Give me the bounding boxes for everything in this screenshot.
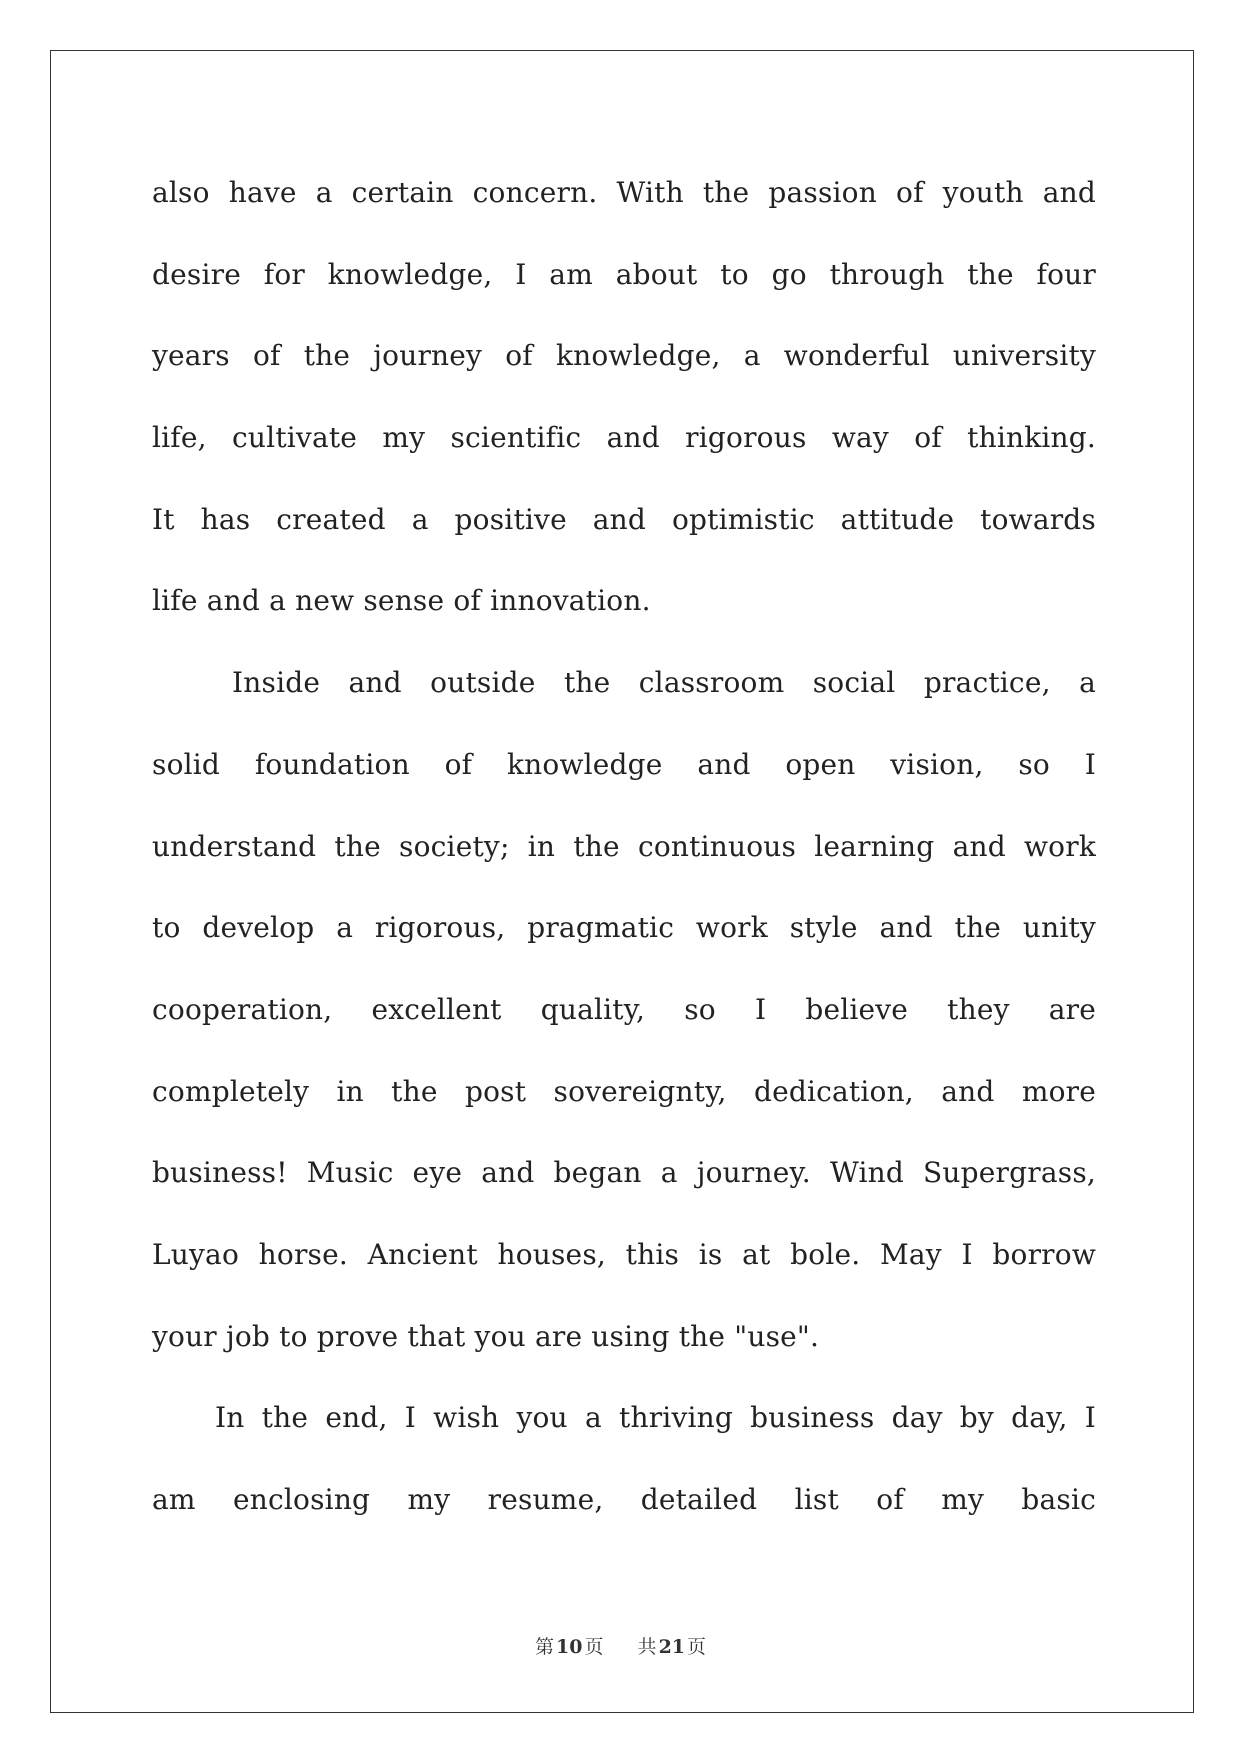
text-line: understand the society; in the continuous learning and work: [152, 829, 1096, 863]
text-line: Luyao horse. Ancient houses, this is at bole. May I borrow: [152, 1237, 1096, 1271]
text-line: completely in the post sovereignty, dedication, and more: [152, 1074, 1096, 1108]
paragraph-3: [152, 1393, 1096, 1556]
paragraph-1: [152, 168, 1096, 658]
text-line: solid foundation of knowledge and open vision, so I: [152, 747, 1096, 781]
text-line: also have a certain concern. With the passion of youth and: [152, 176, 1096, 209]
page-number: 10: [555, 1636, 583, 1658]
page-footer: [0, 1632, 1241, 1659]
document-body: [152, 168, 1096, 1557]
text-line: life, cultivate my scientific and rigorous way of thinking.: [152, 421, 1096, 455]
text-line: It has created a positive and optimistic attitude towards: [152, 502, 1096, 536]
text-line: cooperation, excellent quality, so I believe they are: [152, 992, 1096, 1026]
text-line: am enclosing my resume, detailed list of my basic: [152, 1483, 1096, 1516]
text-line: business! Music eye and began a journey. Wind Supergrass,: [152, 1156, 1096, 1190]
text-line: your job to prove that you are using the "use".: [152, 1319, 820, 1353]
page-suffix: 页: [584, 1636, 604, 1658]
total-suffix: 页: [687, 1636, 707, 1658]
text-line: life and a new sense of innovation.: [152, 584, 651, 618]
total-pages: 21: [658, 1636, 686, 1658]
total-prefix: 共: [637, 1636, 657, 1658]
text-line: Inside and outside the classroom social practice, a: [232, 666, 1096, 700]
text-line: desire for knowledge, I am about to go through the four: [152, 257, 1096, 291]
text-line: years of the journey of knowledge, a wonderful university: [152, 339, 1096, 373]
page-prefix: 第: [534, 1636, 554, 1658]
text-line: to develop a rigorous, pragmatic work style and the unity: [152, 911, 1096, 945]
text-line: In the end, I wish you a thriving business day by day, I: [215, 1401, 1096, 1435]
paragraph-2: [152, 658, 1096, 1393]
